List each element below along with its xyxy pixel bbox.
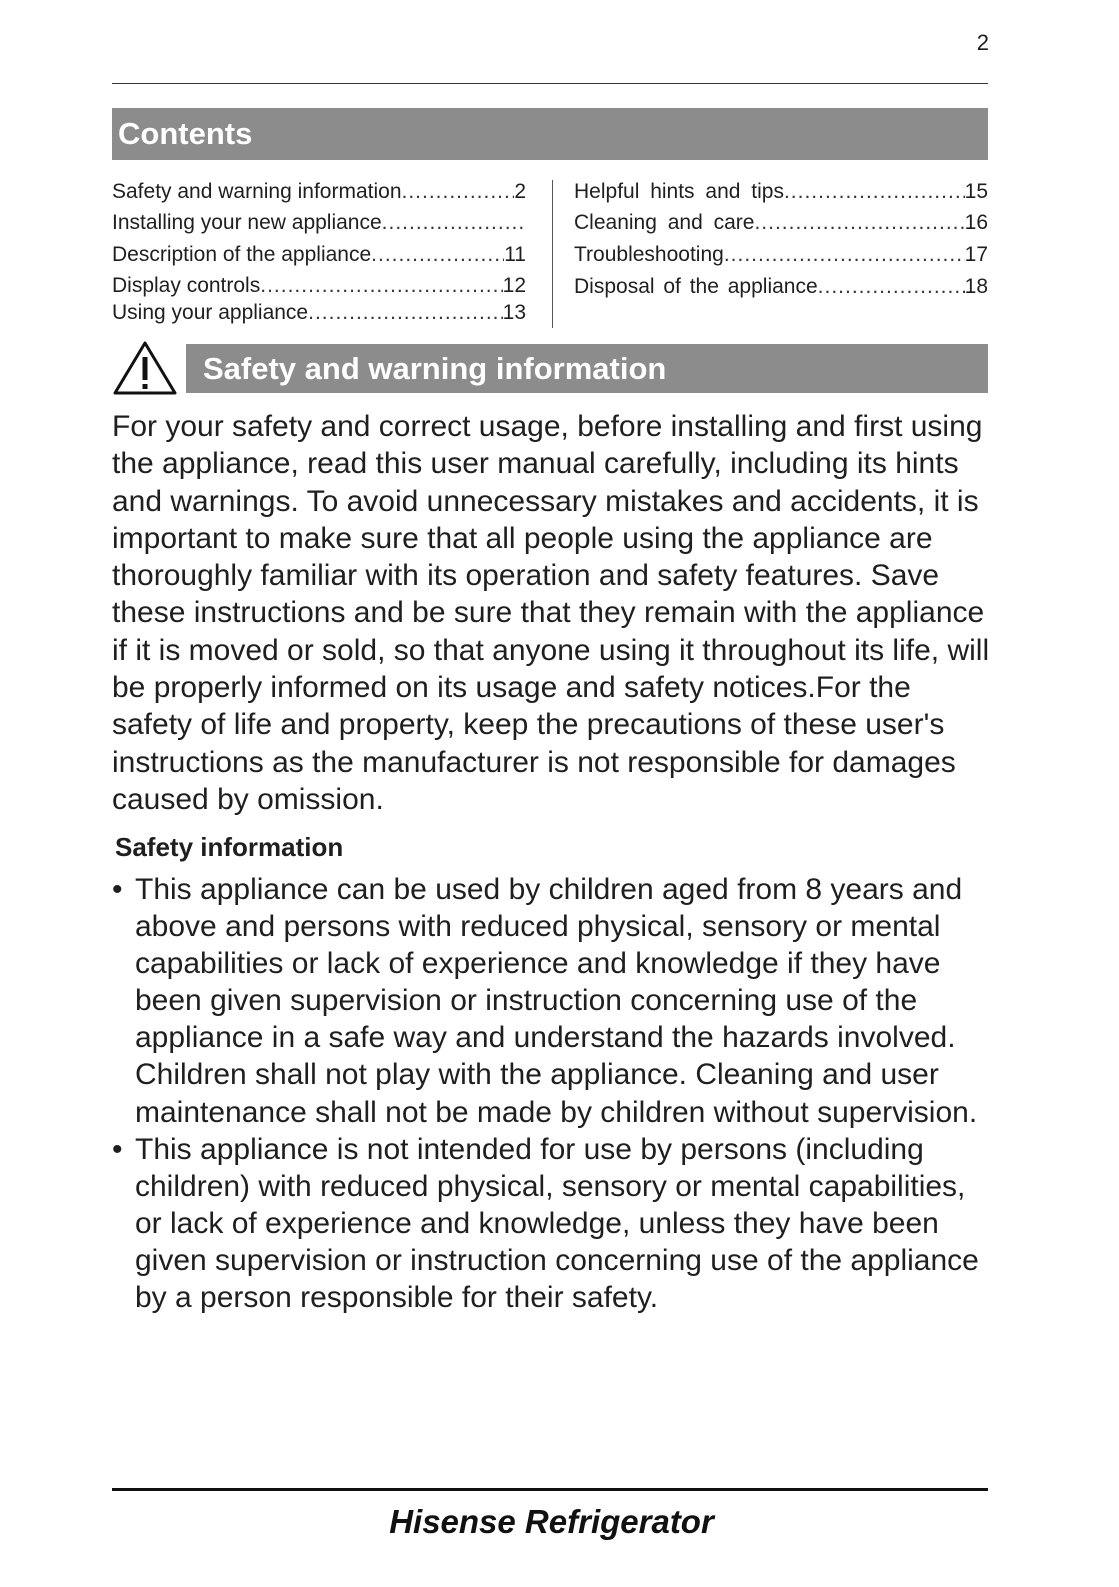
- contents-right-column: [574, 176, 988, 303]
- footer-brand: Hisense Refrigerator: [389, 1503, 714, 1540]
- bullet-text: This appliance is not intended for use by persons (including children) with reduced physical, sensory or mental capabilities, or lack of experience and knowledge, unless they have been given supervision or instruction concerning use of the appliance by a person responsible for their safety.: [135, 1132, 979, 1315]
- toc-label: Description of the appliance: [112, 243, 372, 266]
- toc-item[interactable]: [112, 207, 526, 238]
- list-item: [112, 871, 992, 1131]
- toc-page: 13: [502, 301, 526, 324]
- toc-page: 18: [964, 275, 988, 298]
- warning-triangle-icon: [112, 340, 178, 396]
- footer-rule: [112, 1488, 988, 1491]
- toc-item[interactable]: [112, 176, 526, 207]
- contents-left-column: [112, 176, 526, 325]
- page-number: 2: [976, 30, 989, 55]
- safety-heading: Safety and warning information: [186, 344, 988, 393]
- toc-page: 2: [514, 180, 526, 203]
- toc-item[interactable]: [112, 238, 526, 271]
- toc-page: 11: [504, 243, 526, 266]
- toc-label: Installing your new appliance: [112, 211, 382, 234]
- toc-label: Helpful hints and tips: [574, 180, 784, 203]
- bullet-icon: •: [112, 1132, 123, 1166]
- list-item: [112, 1131, 992, 1316]
- toc-page: 17: [964, 243, 988, 266]
- contents-divider: [552, 180, 553, 328]
- toc-item[interactable]: [574, 207, 988, 239]
- bullet-icon: •: [112, 873, 123, 906]
- toc-item[interactable]: [112, 301, 526, 325]
- toc-label: Cleaning and care: [574, 211, 755, 234]
- toc-label: Display controls: [112, 274, 261, 297]
- toc-page: 12: [502, 274, 526, 297]
- toc-page: 16: [964, 211, 988, 234]
- header-rule: [112, 83, 988, 84]
- safety-bullet-list: [112, 871, 992, 1316]
- toc-label: Disposal of the appliance: [574, 275, 818, 298]
- contents-heading: Contents: [112, 108, 988, 160]
- toc-item[interactable]: [574, 271, 988, 303]
- safety-intro-paragraph: For your safety and correct usage, before installing and first using the appliance, read this user manual carefully, including its hints and warnings. To avoid unnecessary mistakes and accidents, it is important to make sure that all people using the appliance are thoroughly familiar with its operation and safety features. Save these instructions and be sure that they remain with the appliance if it is moved or sold, so that anyone using it throughout its life, will be properly informed on its usage and safety notices.For the safety of life and property, keep the precautions of these user's instructions as the manufacturer is not responsible for damages caused by omission.: [112, 410, 990, 816]
- toc-item[interactable]: [574, 176, 988, 207]
- bullet-text: This appliance can be used by children aged from 8 years and above and persons with reduced physical, sensory or mental capabilities or lack of experience and knowledge if they have been given supervision or instruction concerning use of the appliance in a safe way and understand the hazards involved. Children shall not play with the appliance. Cleaning and user maintenance shall not be made by children without supervision.: [135, 873, 978, 1129]
- toc-page: 15: [964, 180, 988, 203]
- toc-label: Safety and warning information: [112, 180, 402, 203]
- safety-information-subheading: Safety information: [115, 832, 344, 862]
- toc-label: Using your appliance: [112, 301, 309, 324]
- toc-item[interactable]: [112, 271, 526, 301]
- toc-label: Troubleshooting: [574, 243, 724, 266]
- toc-item[interactable]: [574, 239, 988, 271]
